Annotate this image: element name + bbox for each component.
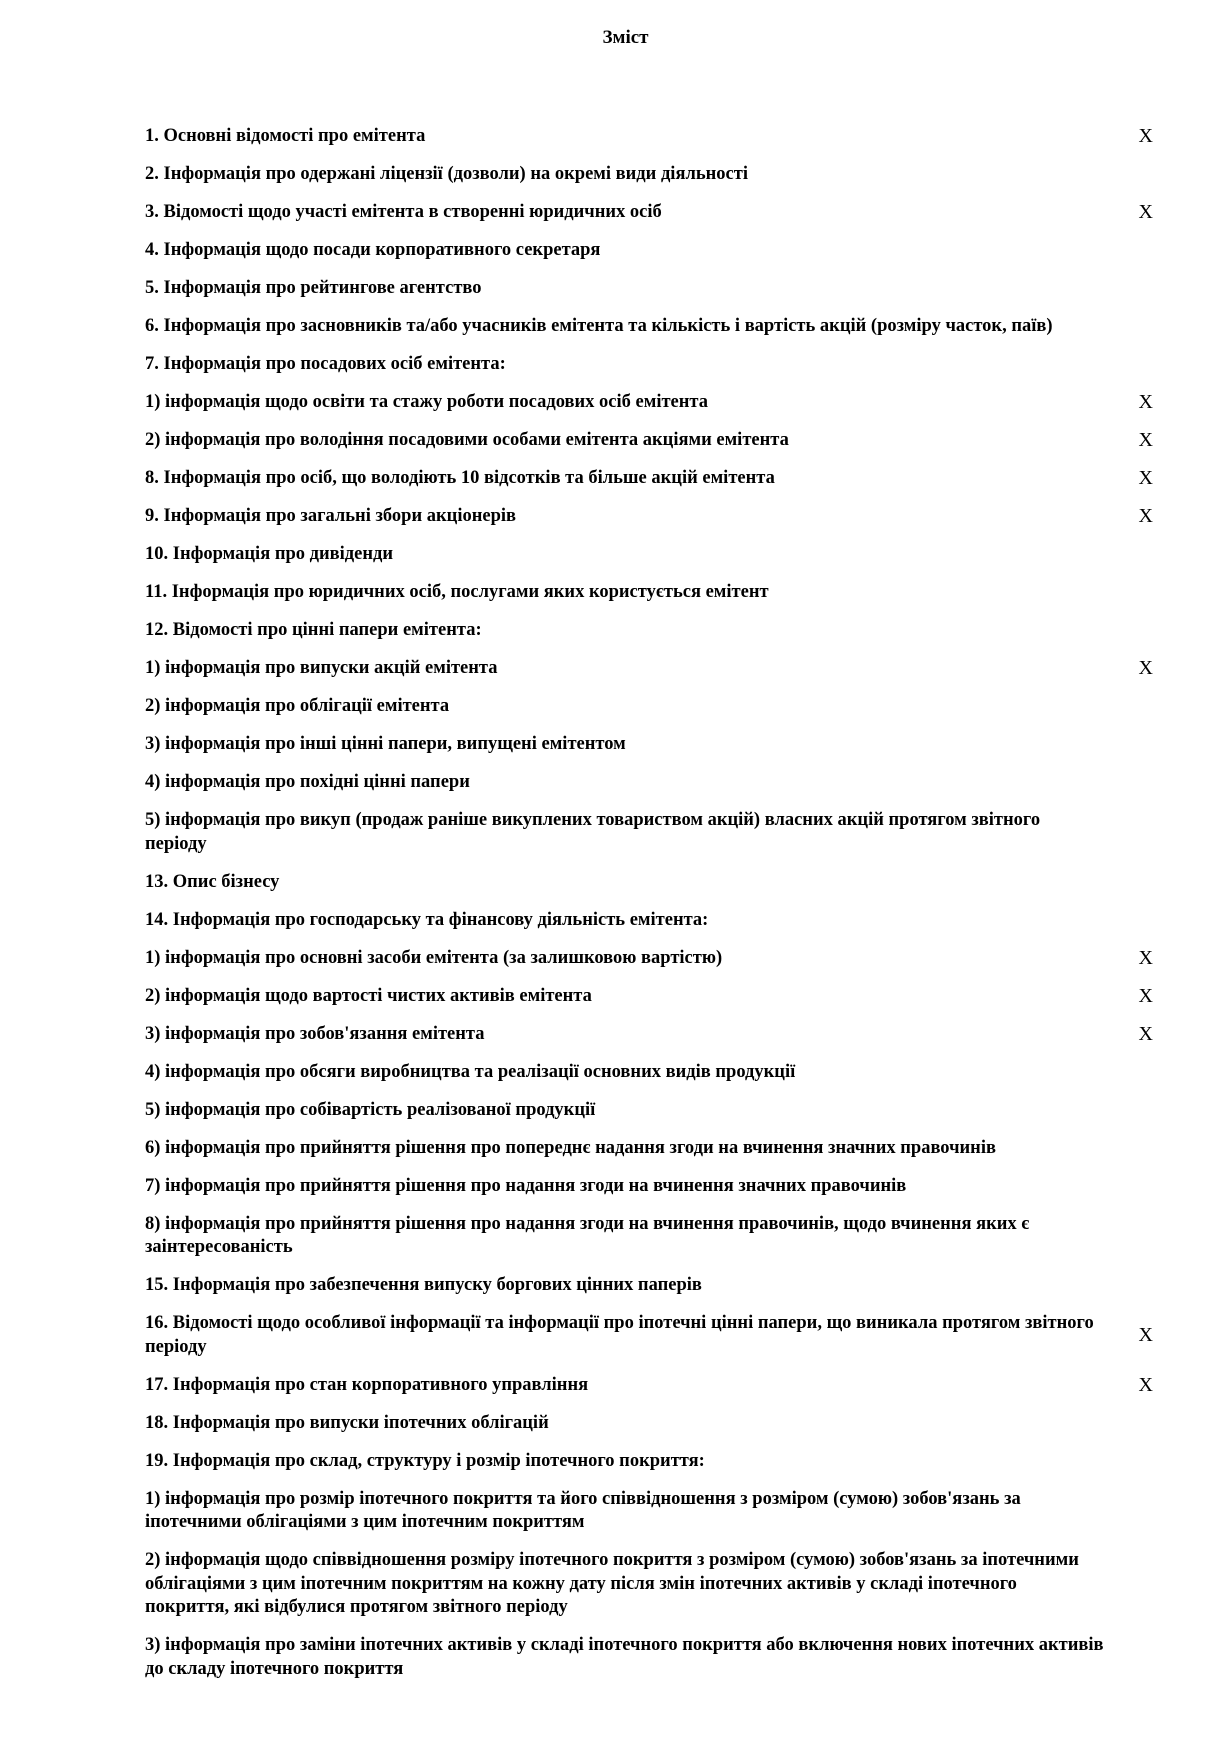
toc-item-text: 2) інформація про облігації емітента [145,696,450,716]
toc-item-text: 8. Інформація про осіб, що володіють 10 відсотків та більше акцій емітента [145,468,775,488]
toc-item-mark: X [1138,429,1153,451]
toc-item-text: 3) інформація про заміни іпотечних активів у складі іпотечного покриття або включення нових іпотечних активів до складу іпотечного покриття [145,1635,1104,1679]
toc-item [145,657,1155,681]
toc-item [145,771,1155,795]
toc-item-mark: X [1138,984,1153,1007]
toc-item [145,947,1155,971]
toc-item-text: 2) інформація щодо вартості чистих активів емітента [145,985,592,1006]
toc-item-text: 4. Інформація щодо посади корпоративного секретаря [145,240,601,260]
toc-item [145,1099,1155,1123]
table-of-contents [145,125,1155,1696]
toc-item-text: 6. Інформація про засновників та/або учасників емітента та кількість і вартість акцій (розміру часток, паїв) [145,316,1053,336]
toc-item-text: 16. Відомості щодо особливої інформації та інформації про іпотечні цінні папери, що виникала протягом звітного періоду [145,1313,1094,1357]
toc-item-text: 1. Основні відомості про емітента [145,126,426,146]
toc-item [145,1137,1155,1161]
toc-item [145,733,1155,757]
toc-item-text: 19. Інформація про склад, структуру і розмір іпотечного покриття: [145,1450,705,1471]
toc-item [145,467,1155,491]
toc-item [145,429,1155,453]
toc-item [145,619,1155,643]
toc-item-mark: X [1138,505,1153,527]
toc-item [145,695,1155,719]
toc-item-text: 10. Інформація про дивіденди [145,544,394,564]
toc-item [145,315,1155,339]
toc-item-mark: X [1138,1373,1153,1396]
toc-item-text: 1) інформація про основні засоби емітента (за залишковою вартістю) [145,947,723,968]
toc-item-text: 2) інформація про володіння посадовими особами емітента акціями емітента [145,430,789,450]
toc-item-mark: X [1138,467,1153,489]
page-title: Зміст [602,27,649,48]
toc-item [145,1312,1155,1359]
toc-item-text: 5) інформація про собівартість реалізованої продукції [145,1099,596,1120]
toc-item [145,505,1155,529]
toc-item-text: 3) інформація про зобов'язання емітента [145,1023,485,1044]
toc-item [145,543,1155,567]
toc-item [145,277,1155,301]
toc-item-mark: X [1138,1323,1153,1346]
toc-item-text: 11. Інформація про юридичних осіб, послугами яких користується емітент [145,582,769,602]
toc-item-text: 17. Інформація про стан корпоративного управління [145,1374,589,1395]
toc-item-text: 1) інформація про розмір іпотечного покриття та його співвідношення з розміром (сумою) зобов'язань за іпотечними облігаціями з цим іпотечним покриттям [145,1488,1021,1532]
toc-item [145,1488,1155,1535]
toc-item [145,871,1155,895]
toc-item-text: 1) інформація щодо освіти та стажу роботи посадових осіб емітента [145,392,708,412]
toc-item [145,391,1155,415]
toc-item-mark: X [1138,946,1153,969]
toc-item [145,1023,1155,1047]
toc-item-text: 9. Інформація про загальні збори акціонерів [145,506,516,526]
toc-item [145,1450,1155,1474]
toc-item-text: 15. Інформація про забезпечення випуску боргових цінних паперів [145,1275,702,1295]
toc-item-text: 3. Відомості щодо участі емітента в створенні юридичних осіб [145,202,662,222]
toc-item-text: 18. Інформація про випуски іпотечних облігацій [145,1412,549,1433]
toc-item [145,163,1155,187]
toc-item-mark: X [1138,391,1153,413]
toc-item [145,125,1155,149]
toc-item-text: 2) інформація щодо співвідношення розміру іпотечного покриття з розміром (сумою) зобов'язань за іпотечними облігаціями з цим іпотечним покриттям на кожну дату після змін іпотечних активів у складі іпотечного покриття, які відбулися протягом звітного періоду [145,1550,1079,1617]
toc-item [145,1374,1155,1398]
toc-item [145,1213,1155,1260]
toc-item [145,985,1155,1009]
toc-item-text: 14. Інформація про господарську та фінансову діяльність емітента: [145,909,709,930]
toc-item-mark: X [1138,125,1153,147]
toc-item [145,581,1155,605]
toc-item-text: 5. Інформація про рейтингове агентство [145,278,482,298]
toc-item [145,201,1155,225]
toc-item [145,1175,1155,1199]
toc-item-text: 3) інформація про інші цінні папери, випущені емітентом [145,734,626,754]
toc-item-text: 12. Відомості про цінні папери емітента: [145,620,482,640]
toc-item [145,1549,1155,1620]
toc-item [145,1061,1155,1085]
toc-item [145,1274,1155,1298]
toc-item-text: 5) інформація про викуп (продаж раніше викуплених товариством акцій) власних акцій протягом звітного періоду [145,810,1041,854]
toc-item-text: 2. Інформація про одержані ліцензії (дозволи) на окремі види діяльності [145,164,748,184]
toc-item [145,909,1155,933]
toc-item-text: 4) інформація про обсяги виробництва та реалізації основних видів продукції [145,1061,796,1082]
toc-item-text: 7) інформація про прийняття рішення про надання згоди на вчинення значних правочинів [145,1175,907,1196]
toc-item-text: 8) інформація про прийняття рішення про надання згоди на вчинення правочинів, щодо вчинення яких є заінтересованість [145,1213,1030,1257]
toc-item-text: 7. Інформація про посадових осіб емітента: [145,354,506,374]
toc-item [145,809,1155,856]
toc-item-mark: X [1138,657,1153,679]
toc-item-text: 13. Опис бізнесу [145,871,280,892]
toc-item [145,1634,1155,1681]
toc-item-text: 4) інформація про похідні цінні папери [145,772,470,792]
toc-item [145,239,1155,263]
toc-item [145,353,1155,377]
toc-item-mark: X [1138,1022,1153,1045]
toc-item-text: 1) інформація про випуски акцій емітента [145,658,498,678]
toc-item-text: 6) інформація про прийняття рішення про попереднє надання згоди на вчинення значних правочинів [145,1137,996,1158]
toc-item-mark: X [1138,201,1153,223]
toc-item [145,1412,1155,1436]
